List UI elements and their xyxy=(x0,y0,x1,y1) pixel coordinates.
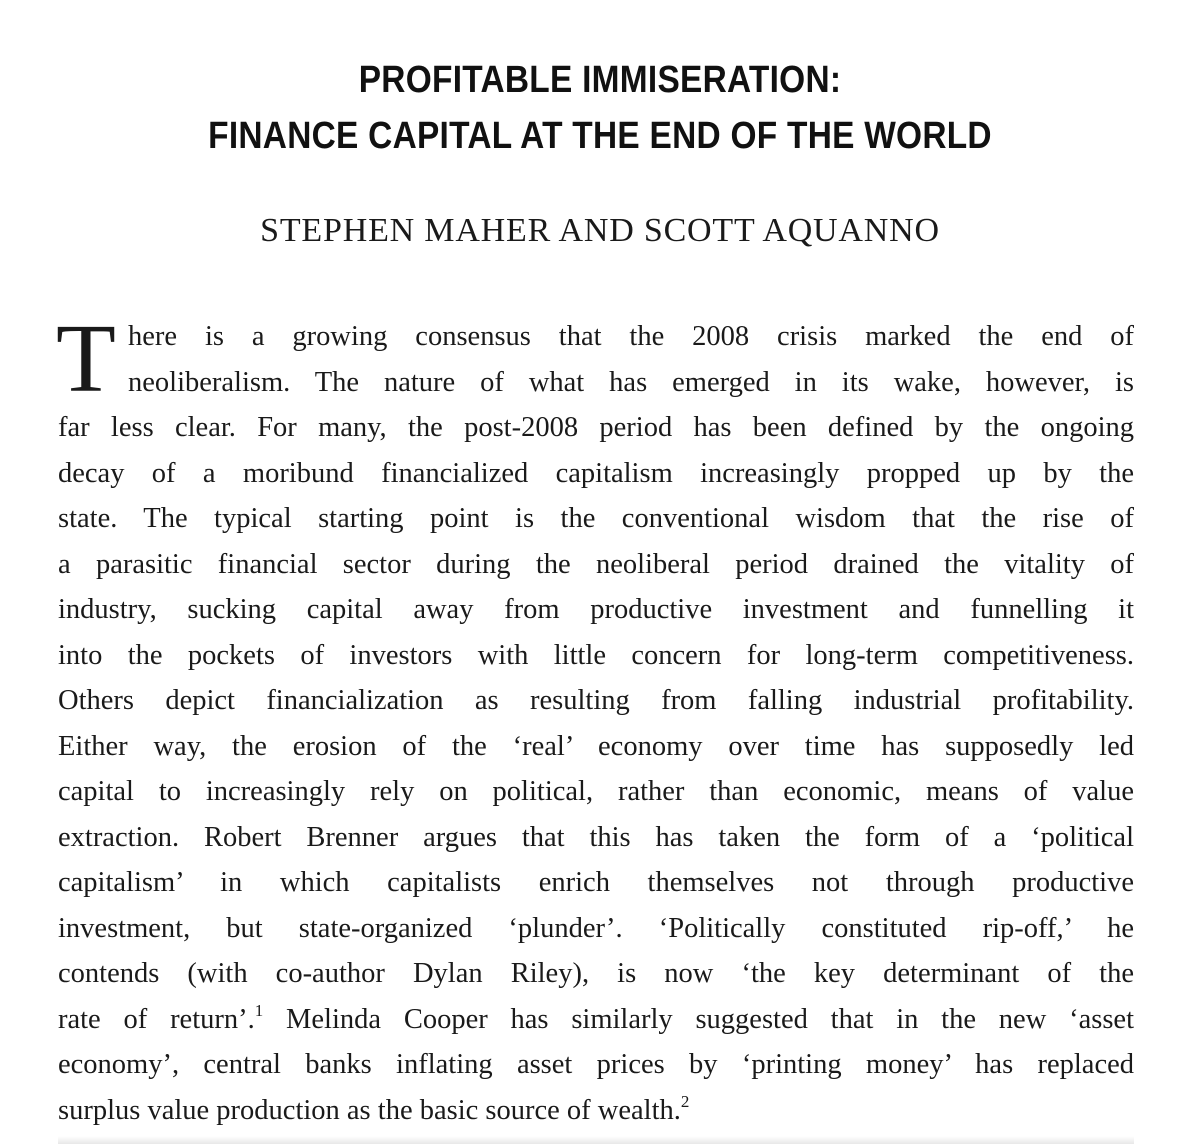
body-text: rate of return’. xyxy=(58,1003,255,1035)
body-line: neoliberalism. The nature of what has emerged in its wake, however, is xyxy=(128,366,1134,398)
title-line-2: FINANCE CAPITAL AT THE END OF THE WORLD xyxy=(208,115,992,157)
body-line: Either way, the erosion of the ‘real’ economy over time has supposedly led xyxy=(58,730,1134,762)
body-line: state. The typical starting point is the conventional wisdom that the rise of xyxy=(58,503,1134,534)
body-line: capital to increasingly rely on political, rather than economic, means of value xyxy=(58,776,1134,807)
body-line: Others depict financialization as resulting from falling industrial profitability. xyxy=(58,685,1134,716)
article-title xyxy=(72,52,1128,164)
body-line-footnote-1 xyxy=(58,997,1134,1043)
article-body xyxy=(56,305,1134,1133)
title-line-1: PROFITABLE IMMISERATION: xyxy=(358,59,842,101)
body-line: decay of a moribund financialized capitalism increasingly propped up by the xyxy=(58,457,1134,489)
body-text: Melinda Cooper has similarly suggested that in the new ‘asset xyxy=(263,1003,1134,1035)
body-line: economy’, central banks inflating asset prices by ‘printing money’ has replaced xyxy=(58,1049,1134,1080)
body-line: contends (with co-author Dylan Riley), is now ‘the key determinant of the xyxy=(58,958,1134,989)
body-line-footnote-2 xyxy=(58,1088,1134,1134)
body-text: surplus value production as the basic source of wealth. xyxy=(58,1094,681,1126)
body-line: extraction. Robert Brenner argues that this has taken the form of a ‘political xyxy=(58,821,1134,853)
body-line: industry, sucking capital away from productive investment and funnelling it xyxy=(58,594,1134,625)
drop-cap: T xyxy=(56,305,116,413)
body-line: far less clear. For many, the post-2008 period has been defined by the ongoing xyxy=(58,412,1134,443)
article-authors: STEPHEN MAHER AND SCOTT AQUANNO xyxy=(260,212,940,249)
body-line: into the pockets of investors with little concern for long-term competitiveness. xyxy=(58,639,1134,671)
footnote-marker: 1 xyxy=(254,1000,264,1020)
body-line: investment, but state-organized ‘plunder’. ‘Politically constituted rip-off,’ he xyxy=(58,912,1134,944)
body-line: here is a growing consensus that the 2008 crisis marked the end of xyxy=(128,321,1134,352)
footnote-marker: 2 xyxy=(680,1091,690,1111)
body-line: a parasitic financial sector during the neoliberal period drained the vitality of xyxy=(58,548,1134,580)
body-line: capitalism’ in which capitalists enrich themselves not through productive xyxy=(58,867,1134,898)
